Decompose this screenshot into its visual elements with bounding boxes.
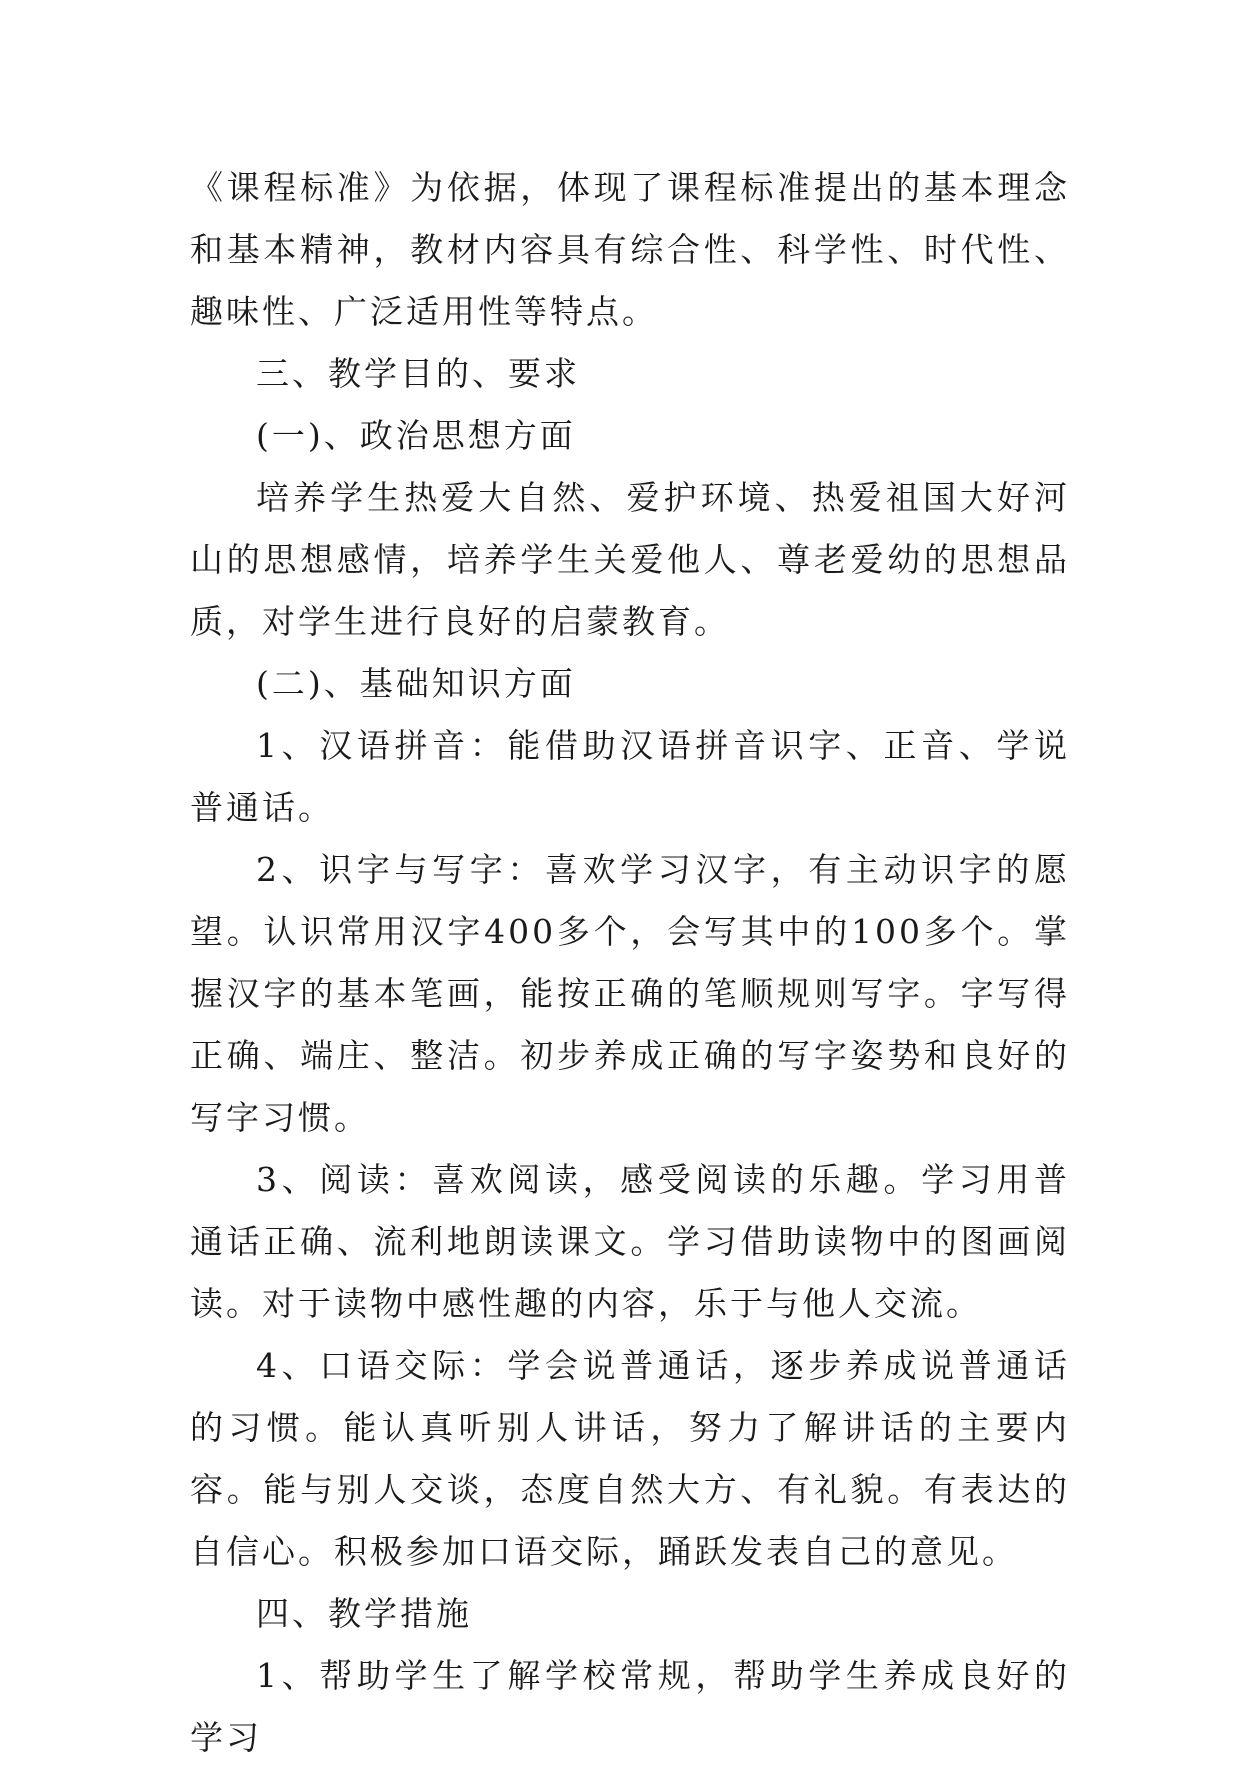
paragraph-literacy-writing: 2、识字与写字：喜欢学习汉字，有主动识字的愿望。认识常用汉字400多个，会写其中的100多个。掌握汉字的基本笔画，能按正确的笔顺规则写字。字写得正确、端庄、整洁。初步养成正确的写字姿势和良好的写字习惯。 <box>190 850 1070 1137</box>
paragraph-political-thought: 培养学生热爱大自然、爱护环境、热爱祖国大好河山的思想感情，培养学生关爱他人、尊老爱幼的思想品质，对学生进行良好的启蒙教育。 <box>190 478 1070 641</box>
paragraph-measure-1: 1、帮助学生了解学校常规，帮助学生养成良好的学习 <box>190 1656 1070 1757</box>
heading-teaching-measures: 四、教学措施 <box>256 1594 472 1633</box>
paragraph-pinyin: 1、汉语拼音：能借助汉语拼音识字、正音、学说普通话。 <box>190 726 1070 827</box>
subheading-basic-knowledge: (二)、基础知识方面 <box>256 664 576 703</box>
heading-teaching-goals: 三、教学目的、要求 <box>256 354 580 393</box>
paragraph-oral-communication: 4、口语交际：学会说普通话，逐步养成说普通话的习惯。能认真听别人讲话，努力了解讲话的主要内容。能与别人交谈，态度自然大方、有礼貌。有表达的自信心。积极参加口语交际，踊跃发表自己的意见。 <box>190 1346 1070 1571</box>
document-body <box>190 157 1070 1769</box>
subheading-political-thought: (一)、政治思想方面 <box>256 416 576 455</box>
paragraph-reading: 3、阅读：喜欢阅读，感受阅读的乐趣。学习用普通话正确、流利地朗读课文。学习借助读物中的图画阅读。对于读物中感性趣的内容，乐于与他人交流。 <box>190 1160 1070 1323</box>
paragraph-curriculum-basis: 《课程标准》为依据，体现了课程标准提出的基本理念和基本精神，教材内容具有综合性、科学性、时代性、趣味性、广泛适用性等特点。 <box>190 168 1070 331</box>
